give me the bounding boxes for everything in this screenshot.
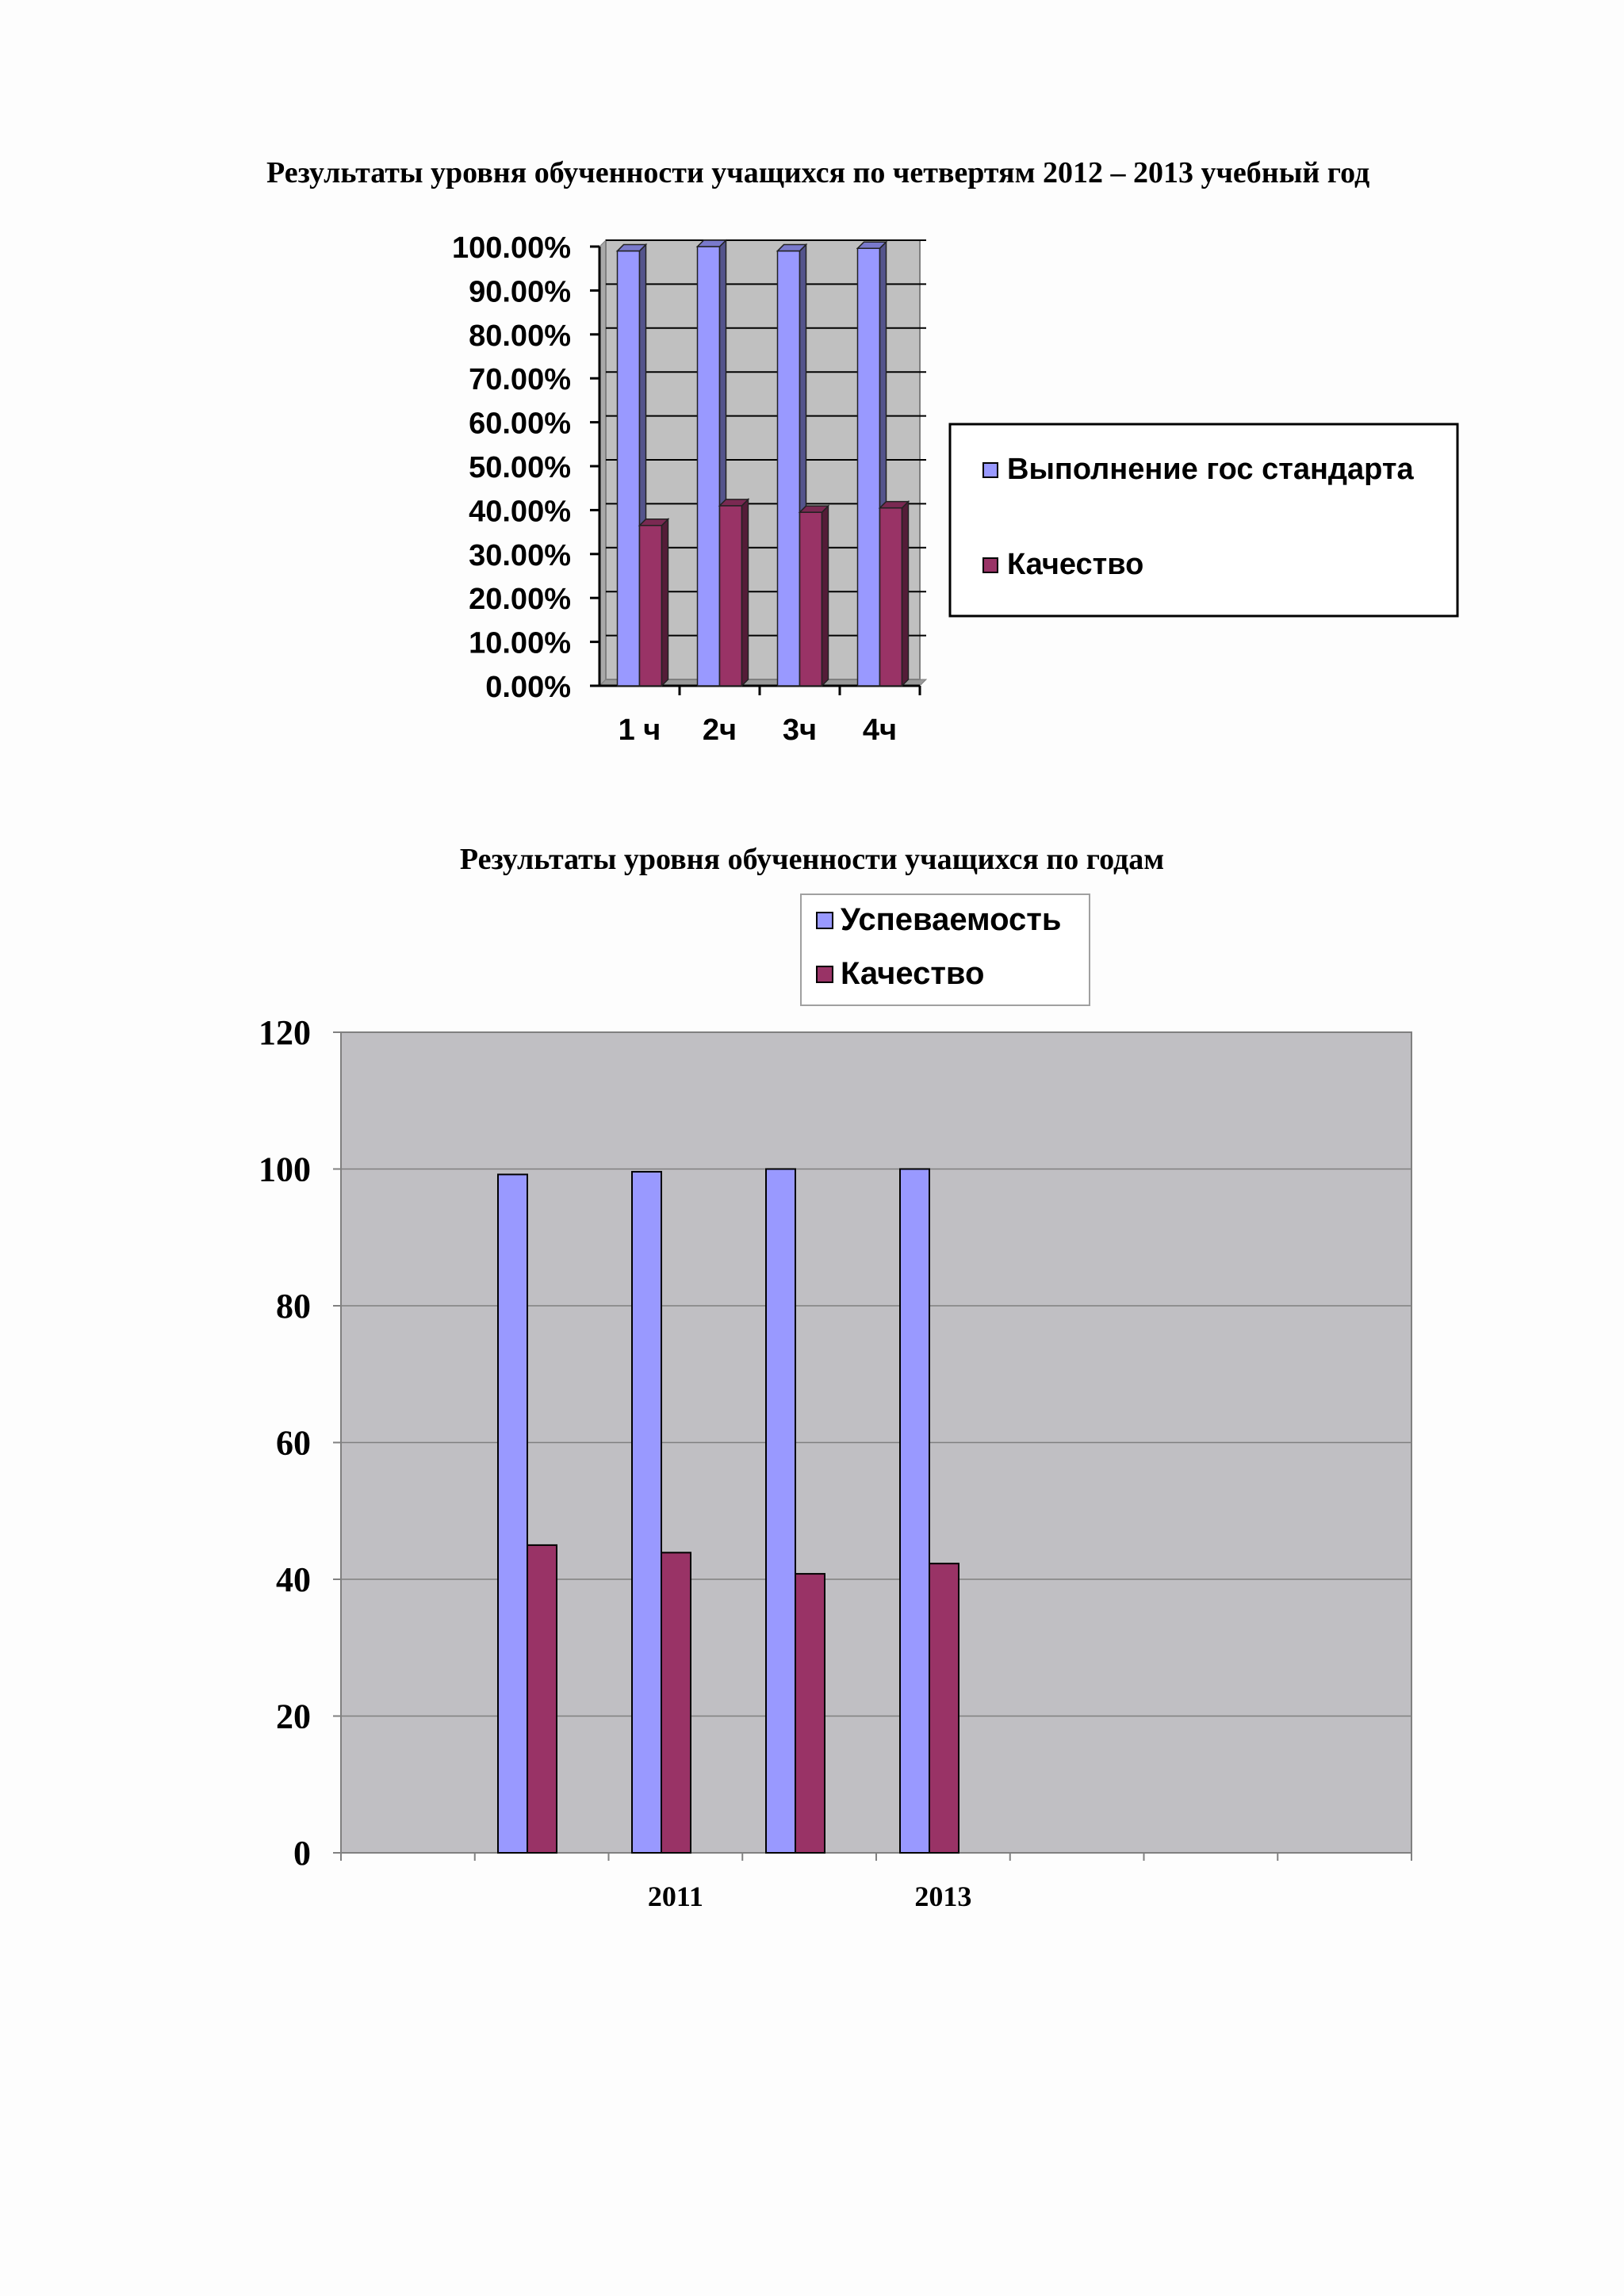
y-tick-label: 60 bbox=[276, 1423, 311, 1463]
x-tick-label: 4ч bbox=[862, 714, 898, 747]
y-tick-label: 50.00% bbox=[469, 451, 571, 484]
y-tick-label: 20.00% bbox=[469, 583, 571, 617]
chart2-title: Результаты уровня обученности учащихся по годам bbox=[459, 843, 1165, 876]
x-tick-label: 2011 bbox=[647, 1881, 703, 1912]
bar-series-b bbox=[661, 1552, 691, 1853]
bar-series-a bbox=[766, 1169, 795, 1854]
x-tick-label: 3ч bbox=[782, 714, 818, 747]
legend bbox=[801, 894, 1090, 1005]
y-tick-label: 100 bbox=[259, 1150, 311, 1189]
legend-label: Успеваемость bbox=[841, 902, 1062, 937]
bar-series-b bbox=[527, 1545, 557, 1853]
legend-label: Качество bbox=[1007, 548, 1144, 581]
y-tick-label: 10.00% bbox=[469, 626, 571, 660]
x-tick-label: 1 ч bbox=[618, 714, 661, 747]
chart1-title: Результаты уровня обученности учащихся по четвертям 2012 – 2013 учебный год bbox=[266, 156, 1370, 189]
bar-series-a bbox=[498, 1174, 527, 1853]
y-tick-label: 80.00% bbox=[469, 319, 571, 353]
bar-series-b bbox=[929, 1563, 959, 1853]
x-tick-label: 2013 bbox=[914, 1881, 972, 1912]
y-tick-label: 0 bbox=[293, 1834, 311, 1873]
y-tick-label: 120 bbox=[259, 1013, 311, 1052]
legend-label: Качество bbox=[841, 956, 985, 991]
y-tick-label: 90.00% bbox=[469, 275, 571, 309]
y-tick-label: 70.00% bbox=[469, 363, 571, 397]
legend-swatch bbox=[817, 966, 833, 982]
y-tick-label: 0.00% bbox=[485, 671, 571, 704]
bar-series-b bbox=[795, 1574, 825, 1853]
y-tick-label: 20 bbox=[276, 1697, 311, 1736]
y-tick-label: 40 bbox=[276, 1560, 311, 1599]
bar-series-a bbox=[900, 1169, 929, 1854]
y-tick-label: 30.00% bbox=[469, 538, 571, 572]
y-tick-label: 60.00% bbox=[469, 407, 571, 441]
y-tick-label: 80 bbox=[276, 1287, 311, 1326]
bar-series-a bbox=[632, 1172, 661, 1853]
legend-swatch bbox=[817, 913, 833, 928]
x-tick-label: 2ч bbox=[702, 714, 737, 747]
y-tick-label: 100.00% bbox=[451, 232, 571, 265]
y-tick-label: 40.00% bbox=[469, 495, 571, 529]
legend-label: Выполнение гос стандарта bbox=[1007, 453, 1414, 486]
